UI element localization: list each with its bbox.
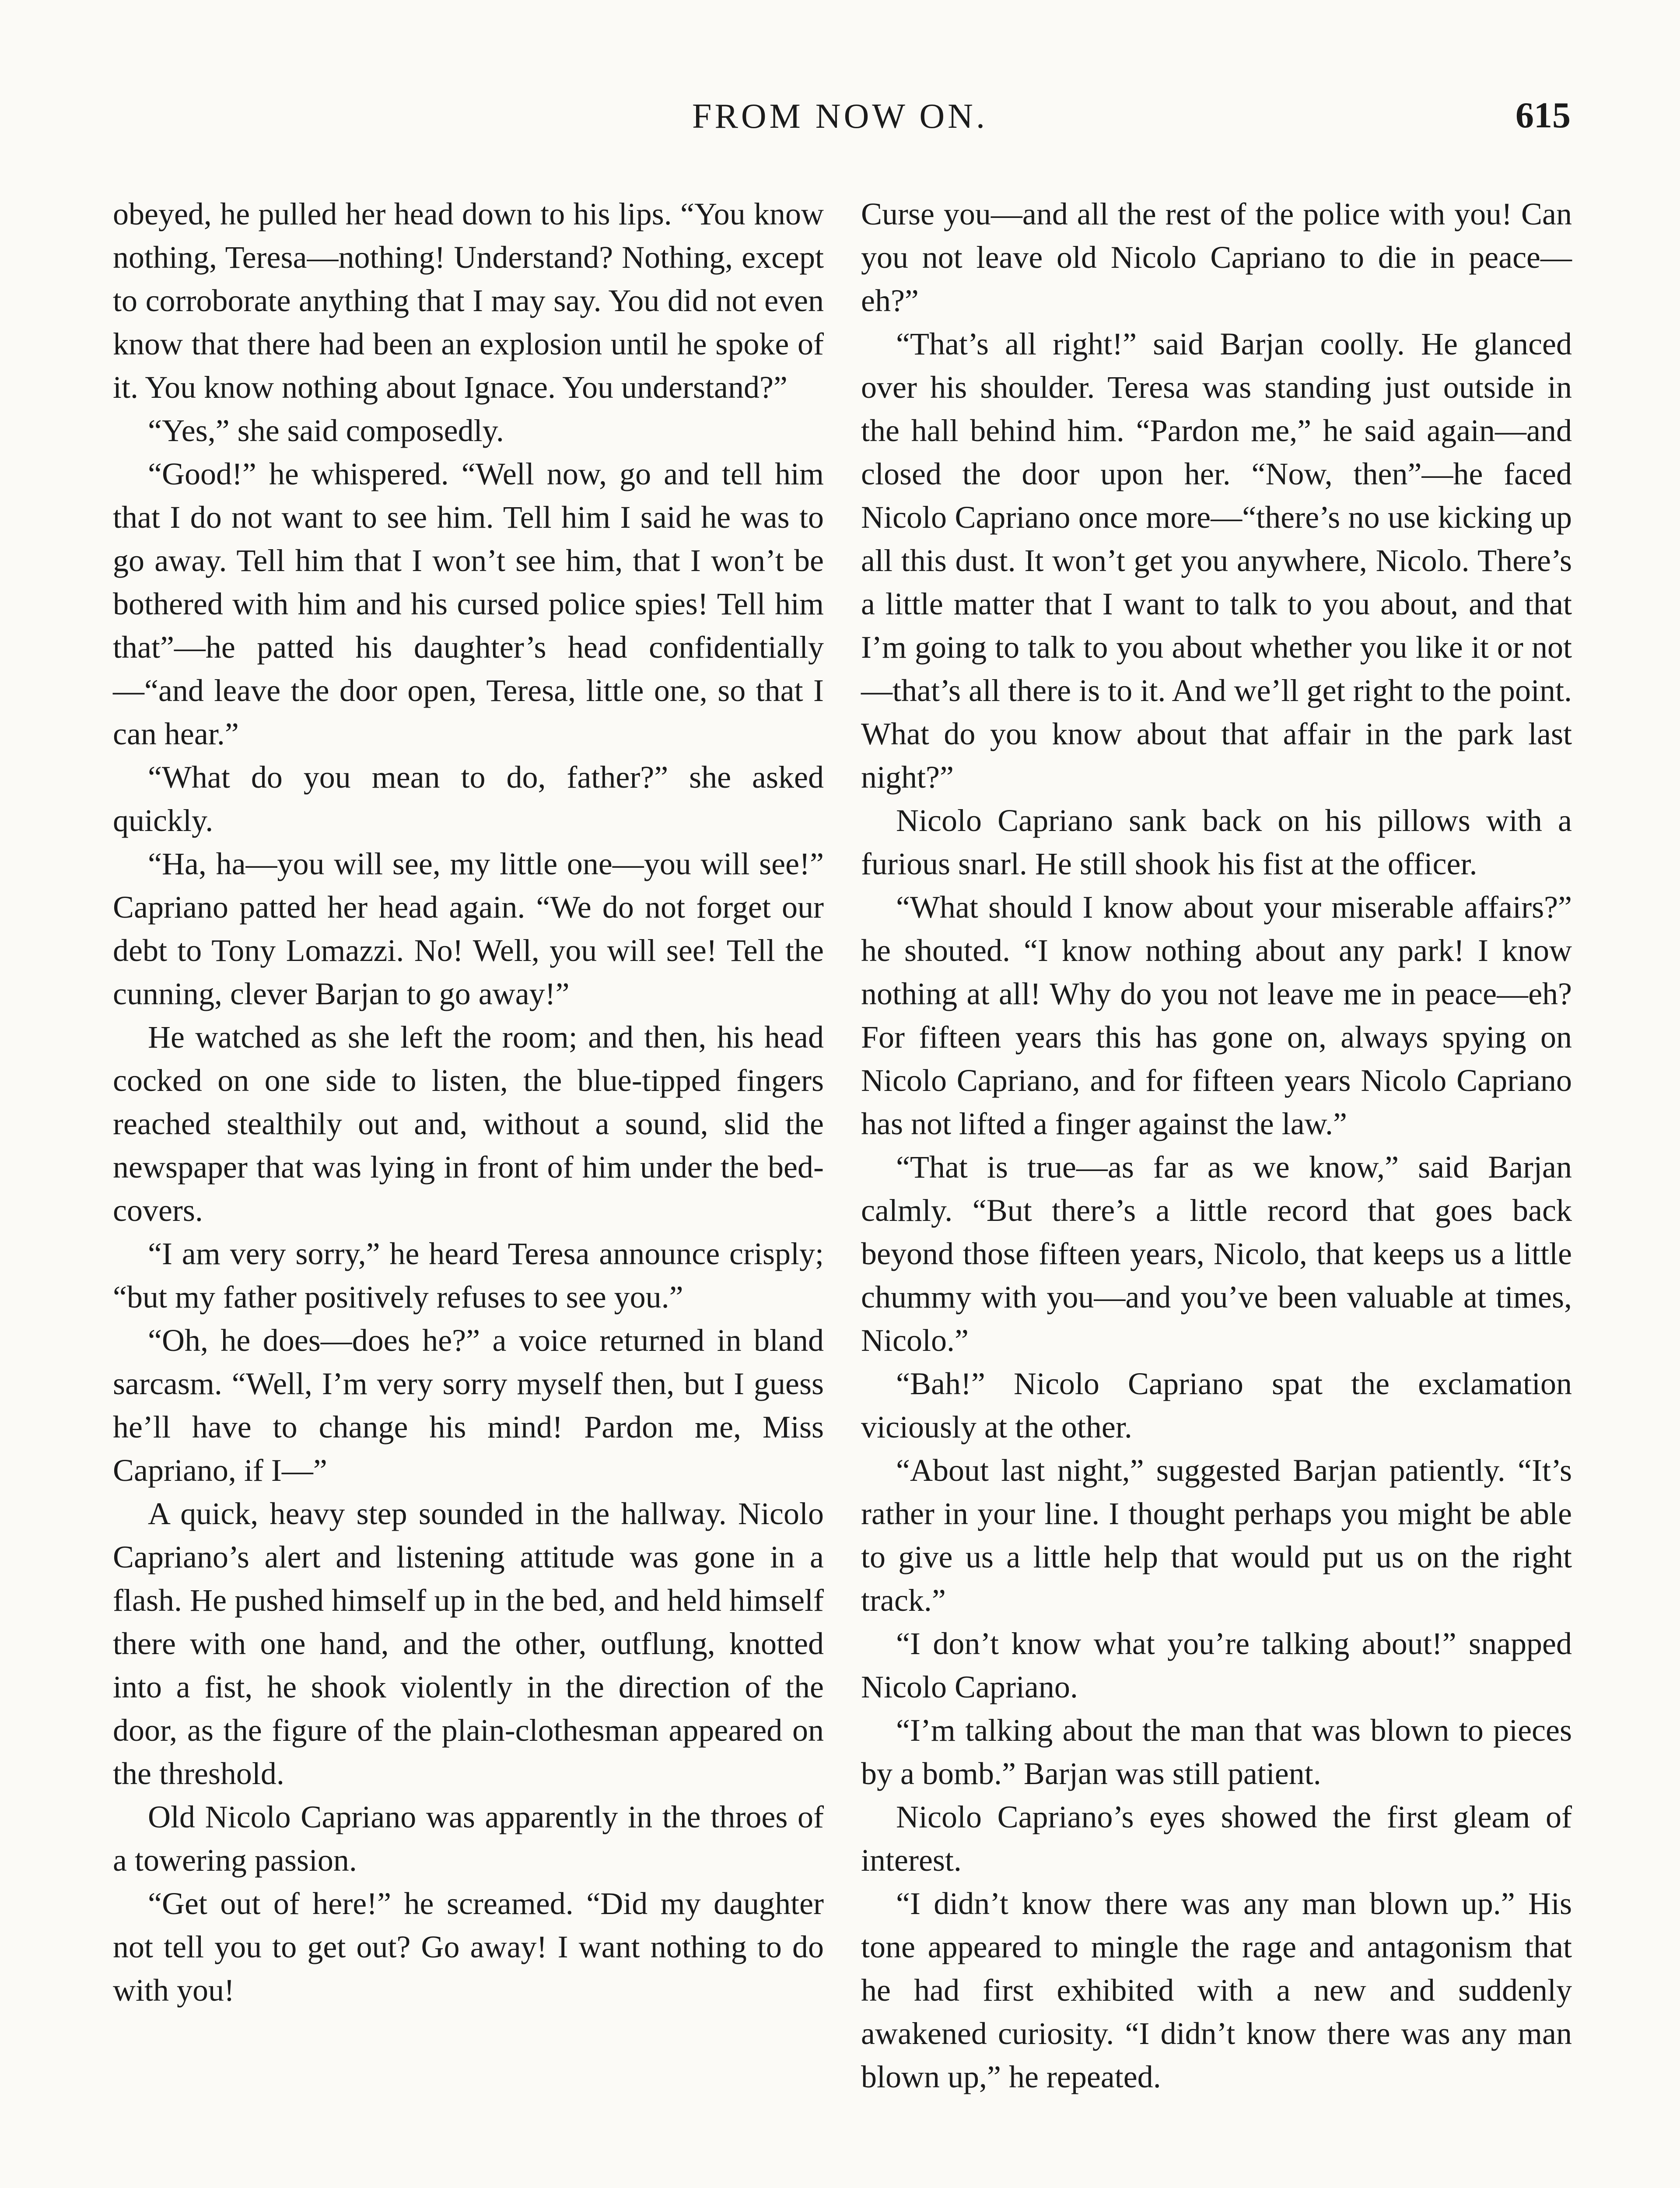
paragraph: “I didn’t know there was any man blown up.” His tone appeared to mingle the rage and antagonism that he had first exhibited with a new and suddenly awakened curiosity. “I didn’t know there was any man blown up,” he repeated.	[861, 1886, 1572, 2094]
paragraph: “What do you mean to do, father?” she asked quickly.	[113, 760, 824, 838]
paragraph: “Ha, ha—you will see, my little one—you will see!” Capriano patted her head again. “We do not forget our debt to Tony Lomazzi. No! Well, you will see! Tell the cunning, clever Barjan to go away!”	[113, 846, 824, 1011]
paragraph: Old Nicolo Capriano was apparently in the throes of a towering passion.	[113, 1799, 824, 1878]
paragraph: obeyed, he pulled her head down to his lips. “You know nothing, Teresa—nothing! Understand? Nothing, except to corroborate anything that I may say. You did not even know that there had been an explosion until he spoke of it. You know nothing about Ignace. You understand?”	[113, 196, 824, 405]
paragraph: “What should I know about your miserable affairs?” he shouted. “I know nothing about any park! I know nothing at all! Why do you not leave me in peace—eh? For fifteen years this has gone on, always spying on Nicolo Capriano, and for fifteen years Nicolo Capriano has not lifted a finger against the law.”	[861, 890, 1572, 1141]
page-number: 615	[1516, 95, 1571, 136]
paragraph: “Bah!” Nicolo Capriano spat the exclamation viciously at the other.	[861, 1366, 1572, 1445]
paragraph: “About last night,” suggested Barjan patiently. “It’s rather in your line. I thought perhaps you might be able to give us a little help that would put us on the right track.”	[861, 1453, 1572, 1618]
right-column	[861, 193, 1572, 2099]
paragraph: “That’s all right!” said Barjan coolly. He glanced over his shoulder. Teresa was standing just outside in the hall behind him. “Pardon me,” he said again—and closed the door upon her. “Now, then”—he faced Nicolo Capriano once more—“there’s no use kicking up all this dust. It won’t get you anywhere, Nicolo. There’s a little matter that I want to talk to you about, and that I’m going to talk to you about whether you like it or not—that’s all there is to it. And we’ll get right to the point. What do you know about that affair in the park last night?”	[861, 326, 1572, 795]
paragraph: Nicolo Capriano’s eyes showed the first gleam of interest.	[861, 1799, 1572, 1878]
paragraph: “I am very sorry,” he heard Teresa announce crisply; “but my father positively refuses to see you.”	[113, 1236, 824, 1315]
paragraph: “That is true—as far as we know,” said Barjan calmly. “But there’s a little record that goes back beyond those fifteen years, Nicolo, that keeps us a little chummy with you—and you’ve been valuable at times, Nicolo.”	[861, 1150, 1572, 1358]
paragraph: “Get out of here!” he screamed. “Did my daughter not tell you to get out? Go away! I want nothing to do with you!	[113, 1886, 824, 2008]
paragraph: Nicolo Capriano sank back on his pillows with a furious snarl. He still shook his fist at the officer.	[861, 803, 1572, 881]
paragraph: Curse you—and all the rest of the police with you! Can you not leave old Nicolo Capriano to die in peace—eh?”	[861, 196, 1572, 318]
paragraph: “Good!” he whispered. “Well now, go and tell him that I do not want to see him. Tell him I said he was to go away. Tell him that I won’t see him, that I won’t be bothered with him and his cursed police spies! Tell him that”—he patted his daughter’s head confidentially—“and leave the door open, Teresa, little one, so that I can hear.”	[113, 456, 824, 751]
left-column	[113, 193, 824, 2012]
paragraph: “I’m talking about the man that was blown to pieces by a bomb.” Barjan was still patient.	[861, 1713, 1572, 1791]
paragraph: A quick, heavy step sounded in the hallway. Nicolo Capriano’s alert and listening attitude was gone in a flash. He pushed himself up in the bed, and held himself there with one hand, and the other, outflung, knotted into a fist, he shook violently in the direction of the door, as the figure of the plain-clothesman appeared on the threshold.	[113, 1496, 824, 1791]
running-title: FROM NOW ON.	[692, 97, 988, 136]
paragraph: “Yes,” she said composedly.	[148, 413, 504, 448]
paragraph: He watched as she left the room; and then, his head cocked on one side to listen, the blue-tipped fingers reached stealthily out and, without a sound, slid the newspaper that was lying in front of him under the bed-covers.	[113, 1020, 824, 1228]
paragraph: “I don’t know what you’re talking about!” snapped Nicolo Capriano.	[861, 1626, 1572, 1704]
paragraph: “Oh, he does—does he?” a voice returned in bland sarcasm. “Well, I’m very sorry myself then, but I guess he’ll have to change his mind! Pardon me, Miss Capriano, if I—”	[113, 1323, 824, 1488]
